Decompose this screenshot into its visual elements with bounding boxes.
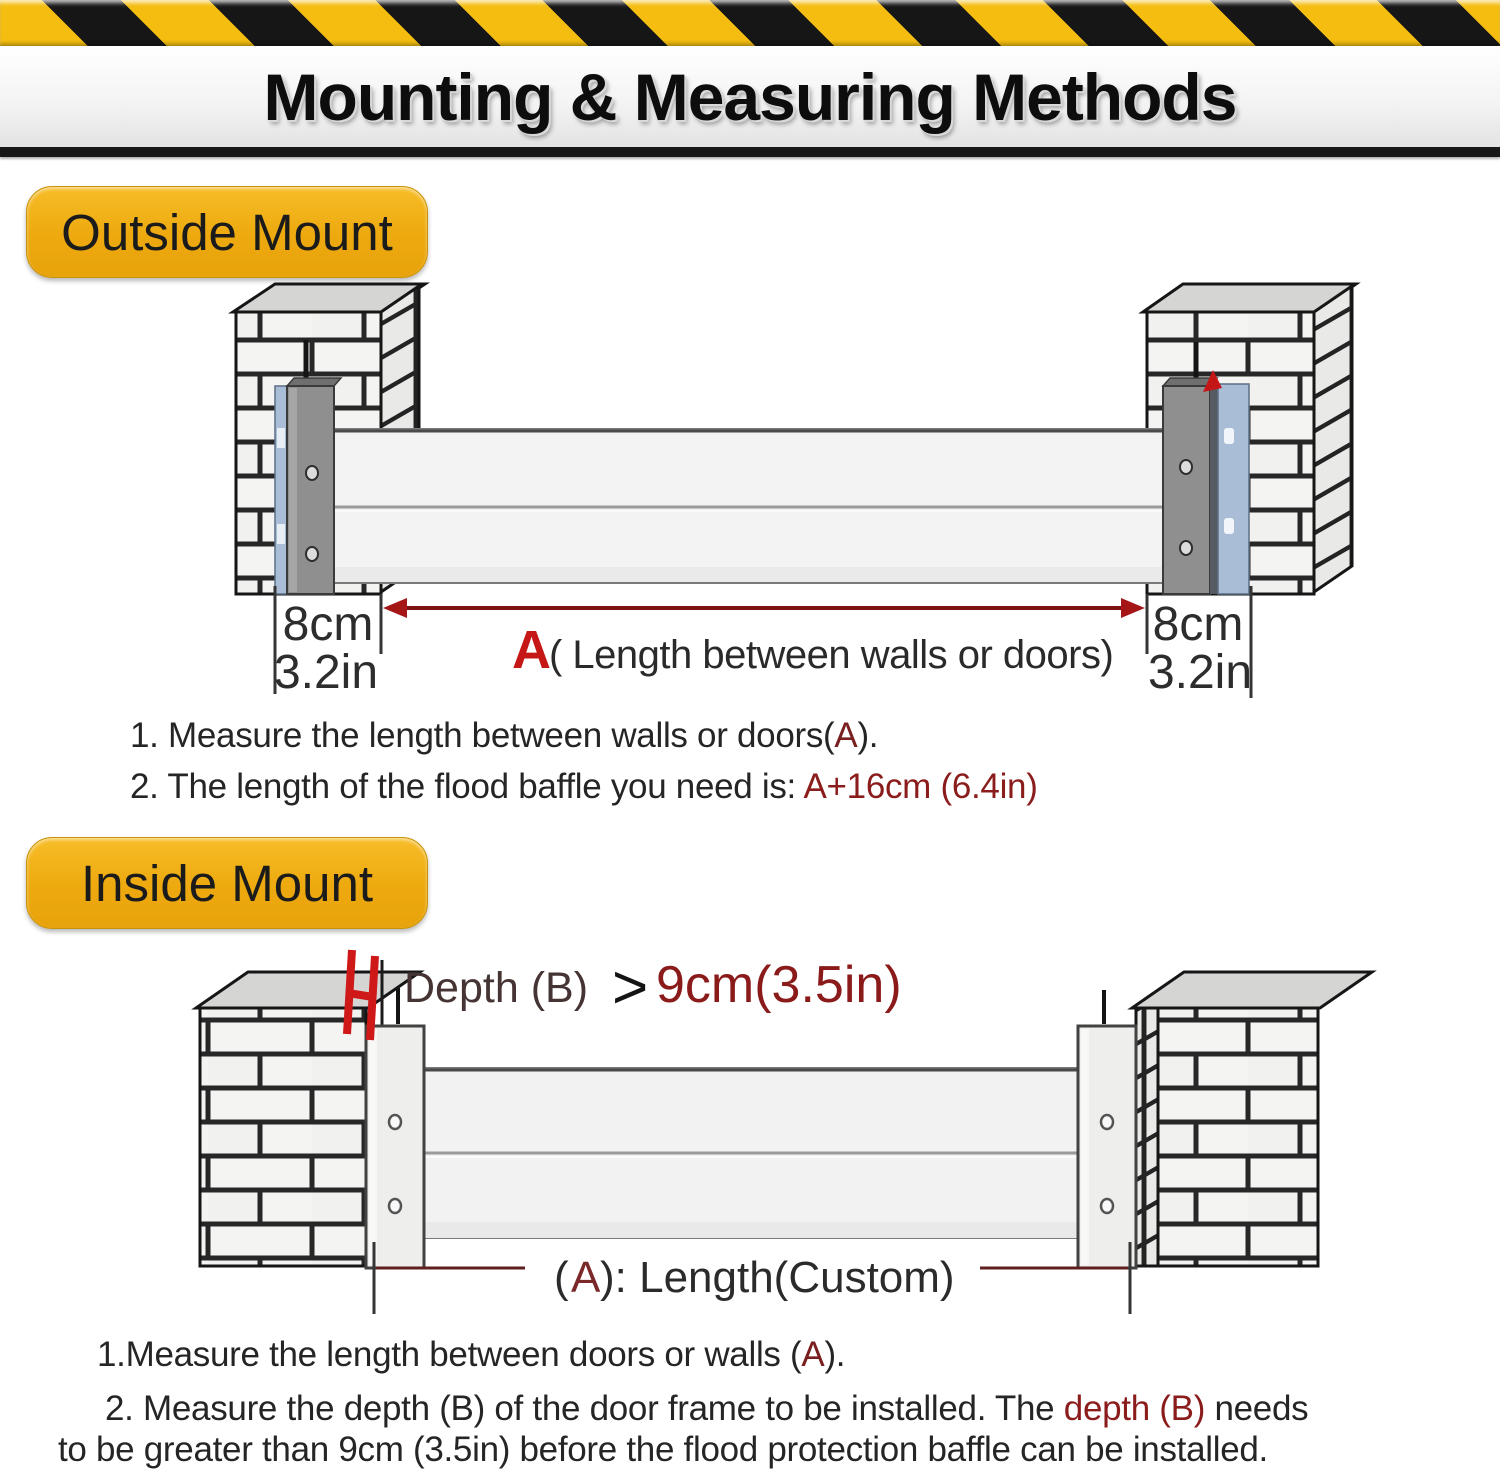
inside-mount-badge-label: Inside Mount <box>80 854 373 912</box>
right-dim-cm: 8cm <box>1152 598 1244 651</box>
inside-step-2-line-2: to be greater than 9cm (3.5in) before the flood protection baffle can be installed. <box>58 1430 1268 1469</box>
span-letter: A <box>571 1253 601 1302</box>
span-open: ( <box>554 1253 569 1302</box>
depth-annotation <box>404 953 902 1022</box>
screw-hole-icon <box>1101 1115 1113 1129</box>
screw-hole-icon <box>1101 1199 1113 1213</box>
header-divider-bar <box>0 147 1500 157</box>
inside-right-brick-pillar <box>1132 972 1372 1266</box>
outside-dimension <box>274 586 1252 699</box>
screw-hole-icon <box>389 1199 401 1213</box>
inside-dimension <box>374 1242 1130 1314</box>
left-dim-inch: 3.2in <box>273 646 379 699</box>
inside-step-1: 1.Measure the length between doors or walls (A). <box>97 1335 846 1374</box>
outside-mount-badge <box>26 186 428 278</box>
flood-barrier-panel <box>424 1068 1078 1238</box>
greater-than-sign: > <box>612 953 649 1022</box>
inside-mount-badge <box>26 837 428 929</box>
arrowhead-left-icon <box>383 598 407 618</box>
caution-stripe-band <box>0 0 1500 46</box>
inside-step-2-line-1: 2. Measure the depth (B) of the door frame to be installed. The depth (B) needs <box>105 1389 1309 1428</box>
right-frame-channel <box>1078 990 1136 1268</box>
screw-hole-icon <box>389 1115 401 1129</box>
seal-strip <box>1218 384 1249 594</box>
span-caption: ( Length between walls or doors) <box>549 633 1114 677</box>
screw-hole-icon <box>306 547 318 561</box>
depth-value: 9cm(3.5in) <box>656 956 902 1014</box>
screw-hole-icon <box>1180 460 1192 474</box>
screw-hole-icon <box>1180 541 1192 555</box>
span-letter: A <box>512 620 551 680</box>
page-title: Mounting & Measuring Methods <box>263 59 1237 134</box>
inside-mount-diagram <box>0 940 1500 1335</box>
outside-step-2: 2. The length of the flood baffle you need is: A+16cm (6.4in) <box>130 767 1038 806</box>
left-dim-cm: 8cm <box>282 598 374 651</box>
arrowhead-right-icon <box>1121 598 1145 618</box>
depth-label: Depth (B) <box>404 964 589 1012</box>
outside-mount-badge-label: Outside Mount <box>61 203 393 261</box>
flood-barrier-panel <box>334 429 1163 583</box>
title-band <box>0 46 1500 147</box>
right-dim-inch: 3.2in <box>1147 646 1253 699</box>
span-caption: ): Length(Custom) <box>600 1253 955 1302</box>
seal-strip <box>275 386 287 594</box>
screw-hole-icon <box>306 466 318 480</box>
outside-mount-diagram <box>0 280 1500 700</box>
outside-step-1: 1. Measure the length between walls or doors(A). <box>130 716 879 755</box>
